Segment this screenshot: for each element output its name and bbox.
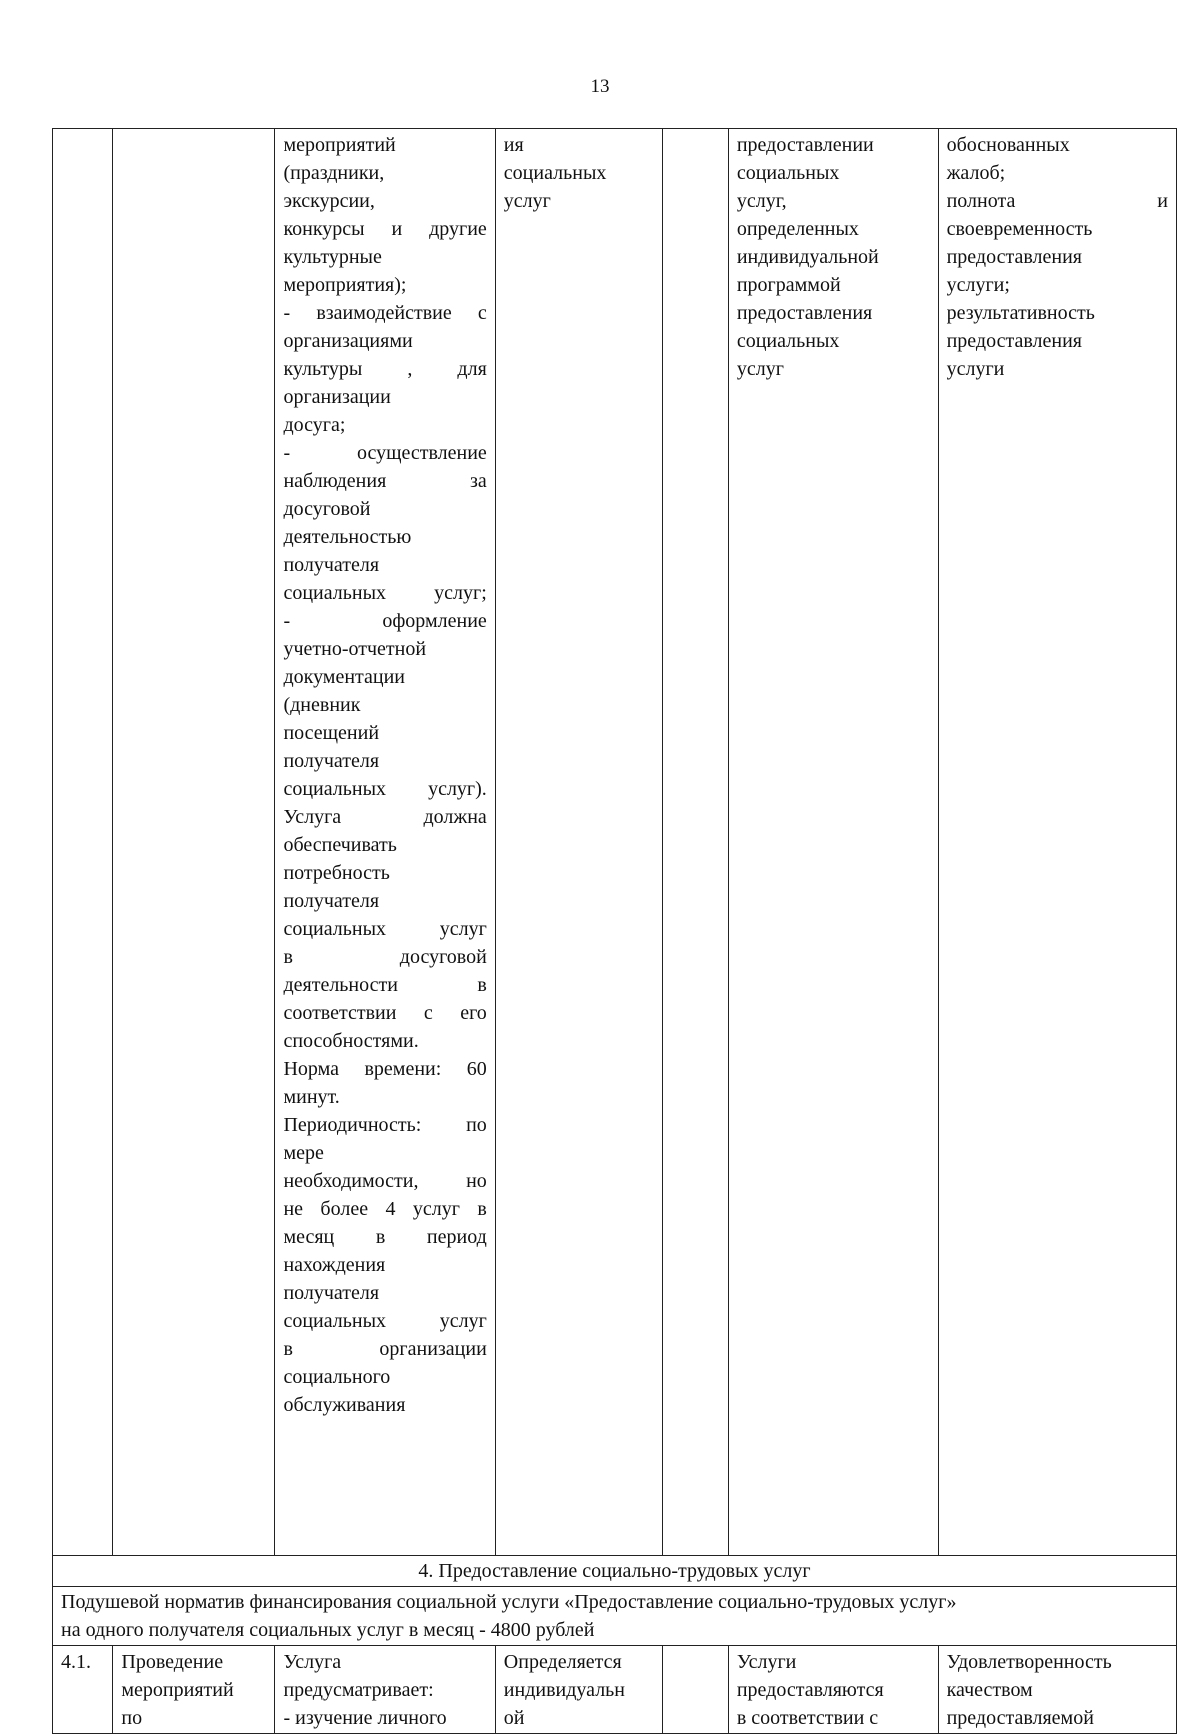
c3-line: социальных услуг	[283, 1310, 487, 1332]
c3-line: Норма времени: 60	[283, 1058, 487, 1080]
c3-line: мере	[283, 1142, 324, 1164]
row-4-1-conditions	[728, 1646, 938, 1734]
c3-line: (дневник	[283, 694, 361, 716]
c7-line: обоснованных	[946, 134, 1070, 156]
c3-line: способностями.	[283, 1030, 419, 1052]
r3-line: - изучение личного	[283, 1707, 447, 1729]
c3-line: - осуществление	[283, 442, 487, 464]
c3-line: (праздники,	[283, 162, 385, 184]
conditions-lines	[737, 131, 930, 383]
norm-line-2: на одного получателя социальных услуг в месяц - 4800 рублей	[61, 1619, 595, 1641]
c3-line: обеспечивать	[283, 834, 397, 856]
c4-line: социальных	[503, 162, 607, 184]
row-4-1-volume	[495, 1646, 662, 1734]
r6-line: в соответствии с	[736, 1707, 879, 1729]
services-table	[52, 128, 1177, 1734]
c3-line: документации	[283, 666, 406, 688]
cell-tariff-empty	[663, 129, 729, 1556]
c3-line: социальных услуг	[283, 918, 487, 940]
c3-line: организации	[283, 386, 391, 408]
row-4-1-volume-lines	[504, 1648, 654, 1732]
row-4-1-number: 4.1.	[53, 1646, 113, 1734]
c3-line: необходимости, но	[283, 1170, 487, 1192]
c3-line: Периодичность: по	[283, 1114, 487, 1136]
row-4-1-description	[275, 1646, 495, 1734]
r7-line: Удовлетворенность	[946, 1651, 1112, 1673]
row-4-1-quality-lines	[947, 1648, 1168, 1732]
c4-line: услуг	[503, 190, 551, 212]
c7-line: своевременность	[946, 218, 1093, 240]
r4-line: Определяется	[503, 1651, 622, 1673]
r6-line: предоставляются	[736, 1679, 884, 1701]
c6-line: услуг	[736, 358, 784, 380]
cell-volume	[495, 129, 662, 1556]
c3-line: - оформление	[283, 610, 487, 632]
norm-text	[53, 1587, 1177, 1646]
c3-line: организациями	[283, 330, 413, 352]
c3-line: культурные	[283, 246, 382, 268]
c4-line: ия	[503, 134, 524, 156]
norm-row	[53, 1587, 1177, 1646]
c3-line: деятельностью	[283, 526, 412, 548]
c3-line: получателя	[283, 750, 380, 772]
c3-line: наблюдения за	[283, 470, 487, 492]
r7-line: качеством	[946, 1679, 1033, 1701]
row-4-1-description-lines	[283, 1648, 486, 1732]
page-number: 13	[590, 76, 610, 97]
c3-line: нахождения	[283, 1254, 386, 1276]
row-4-1-conditions-lines	[737, 1648, 930, 1732]
c6-line: определенных	[736, 218, 859, 240]
c6-line: предоставлении	[736, 134, 874, 156]
c3-line: - взаимодействие с	[283, 302, 487, 324]
section-title: 4. Предоставление социально-трудовых услуг	[53, 1556, 1177, 1587]
r2-line: мероприятий	[121, 1679, 234, 1701]
c3-line: обслуживания	[283, 1394, 406, 1416]
cell-quality	[938, 129, 1176, 1556]
c7-line: предоставления	[946, 330, 1082, 352]
c3-line: посещений	[283, 722, 380, 744]
c3-line: месяц в период	[283, 1226, 487, 1248]
r3-line: Услуга	[283, 1651, 342, 1673]
c6-line: социальных	[736, 162, 840, 184]
c3-line: Услуга должна	[283, 806, 487, 828]
c3-line: конкурсы и другие	[283, 218, 487, 240]
quality-lines	[947, 131, 1168, 383]
c3-line: мероприятий	[283, 134, 396, 156]
c6-line: программой	[736, 274, 841, 296]
c3-line: учетно-отчетной	[283, 638, 427, 660]
c3-line: в досуговой	[283, 946, 487, 968]
c7-line: услуги;	[946, 274, 1010, 296]
c3-line: получателя	[283, 1282, 380, 1304]
description-lines	[283, 131, 486, 1419]
row-4-1-tariff-empty	[663, 1646, 729, 1734]
c7-line: полнота и	[946, 190, 1168, 212]
cell-conditions	[728, 129, 938, 1556]
r7-line: предоставляемой	[946, 1707, 1094, 1729]
c3-line: минут.	[283, 1086, 340, 1108]
r4-line: индивидуальн	[503, 1679, 625, 1701]
c3-line: экскурсии,	[283, 190, 375, 212]
c3-line: деятельности в	[283, 974, 487, 996]
c6-line: социальных	[736, 330, 840, 352]
c3-line: социального	[283, 1366, 391, 1388]
c3-line: получателя	[283, 554, 380, 576]
c3-line: мероприятия);	[283, 274, 407, 296]
c7-line: результативность	[946, 302, 1095, 324]
section-title-row	[53, 1556, 1177, 1587]
c3-line: социальных услуг;	[283, 582, 487, 604]
row-4-1-quality	[938, 1646, 1176, 1734]
r3-line: предусматривает:	[283, 1679, 434, 1701]
row-4-1	[53, 1646, 1177, 1734]
c3-line: социальных услуг).	[283, 778, 487, 800]
c3-line: досуга;	[283, 414, 346, 436]
c7-line: услуги	[946, 358, 1005, 380]
r2-line: по	[121, 1707, 143, 1729]
c7-line: предоставления	[946, 246, 1082, 268]
cell-name-empty	[113, 129, 275, 1556]
continuation-row	[53, 129, 1177, 1556]
r6-line: Услуги	[736, 1651, 797, 1673]
c3-line: получателя	[283, 890, 380, 912]
c6-line: предоставления	[736, 302, 873, 324]
c3-line: соответствии с его	[283, 1002, 487, 1024]
row-4-1-name	[113, 1646, 275, 1734]
c6-line: услуг,	[736, 190, 787, 212]
c7-line: жалоб;	[946, 162, 1006, 184]
cell-description	[275, 129, 495, 1556]
c3-line: культуры , для	[283, 358, 487, 380]
r4-line: ой	[503, 1707, 525, 1729]
r2-line: Проведение	[121, 1651, 224, 1673]
volume-lines	[504, 131, 654, 215]
c3-line: досуговой	[283, 498, 371, 520]
cell-num-empty	[53, 129, 113, 1556]
norm-line-1: Подушевой норматив финансирования социальной услуги «Предоставление социально-трудовых услуг»	[61, 1591, 957, 1613]
c3-line: не более 4 услуг в	[283, 1198, 487, 1220]
c3-line: в организации	[283, 1338, 487, 1360]
c6-line: индивидуальной	[736, 246, 879, 268]
c3-line: потребность	[283, 862, 390, 884]
row-4-1-name-lines	[121, 1648, 266, 1732]
